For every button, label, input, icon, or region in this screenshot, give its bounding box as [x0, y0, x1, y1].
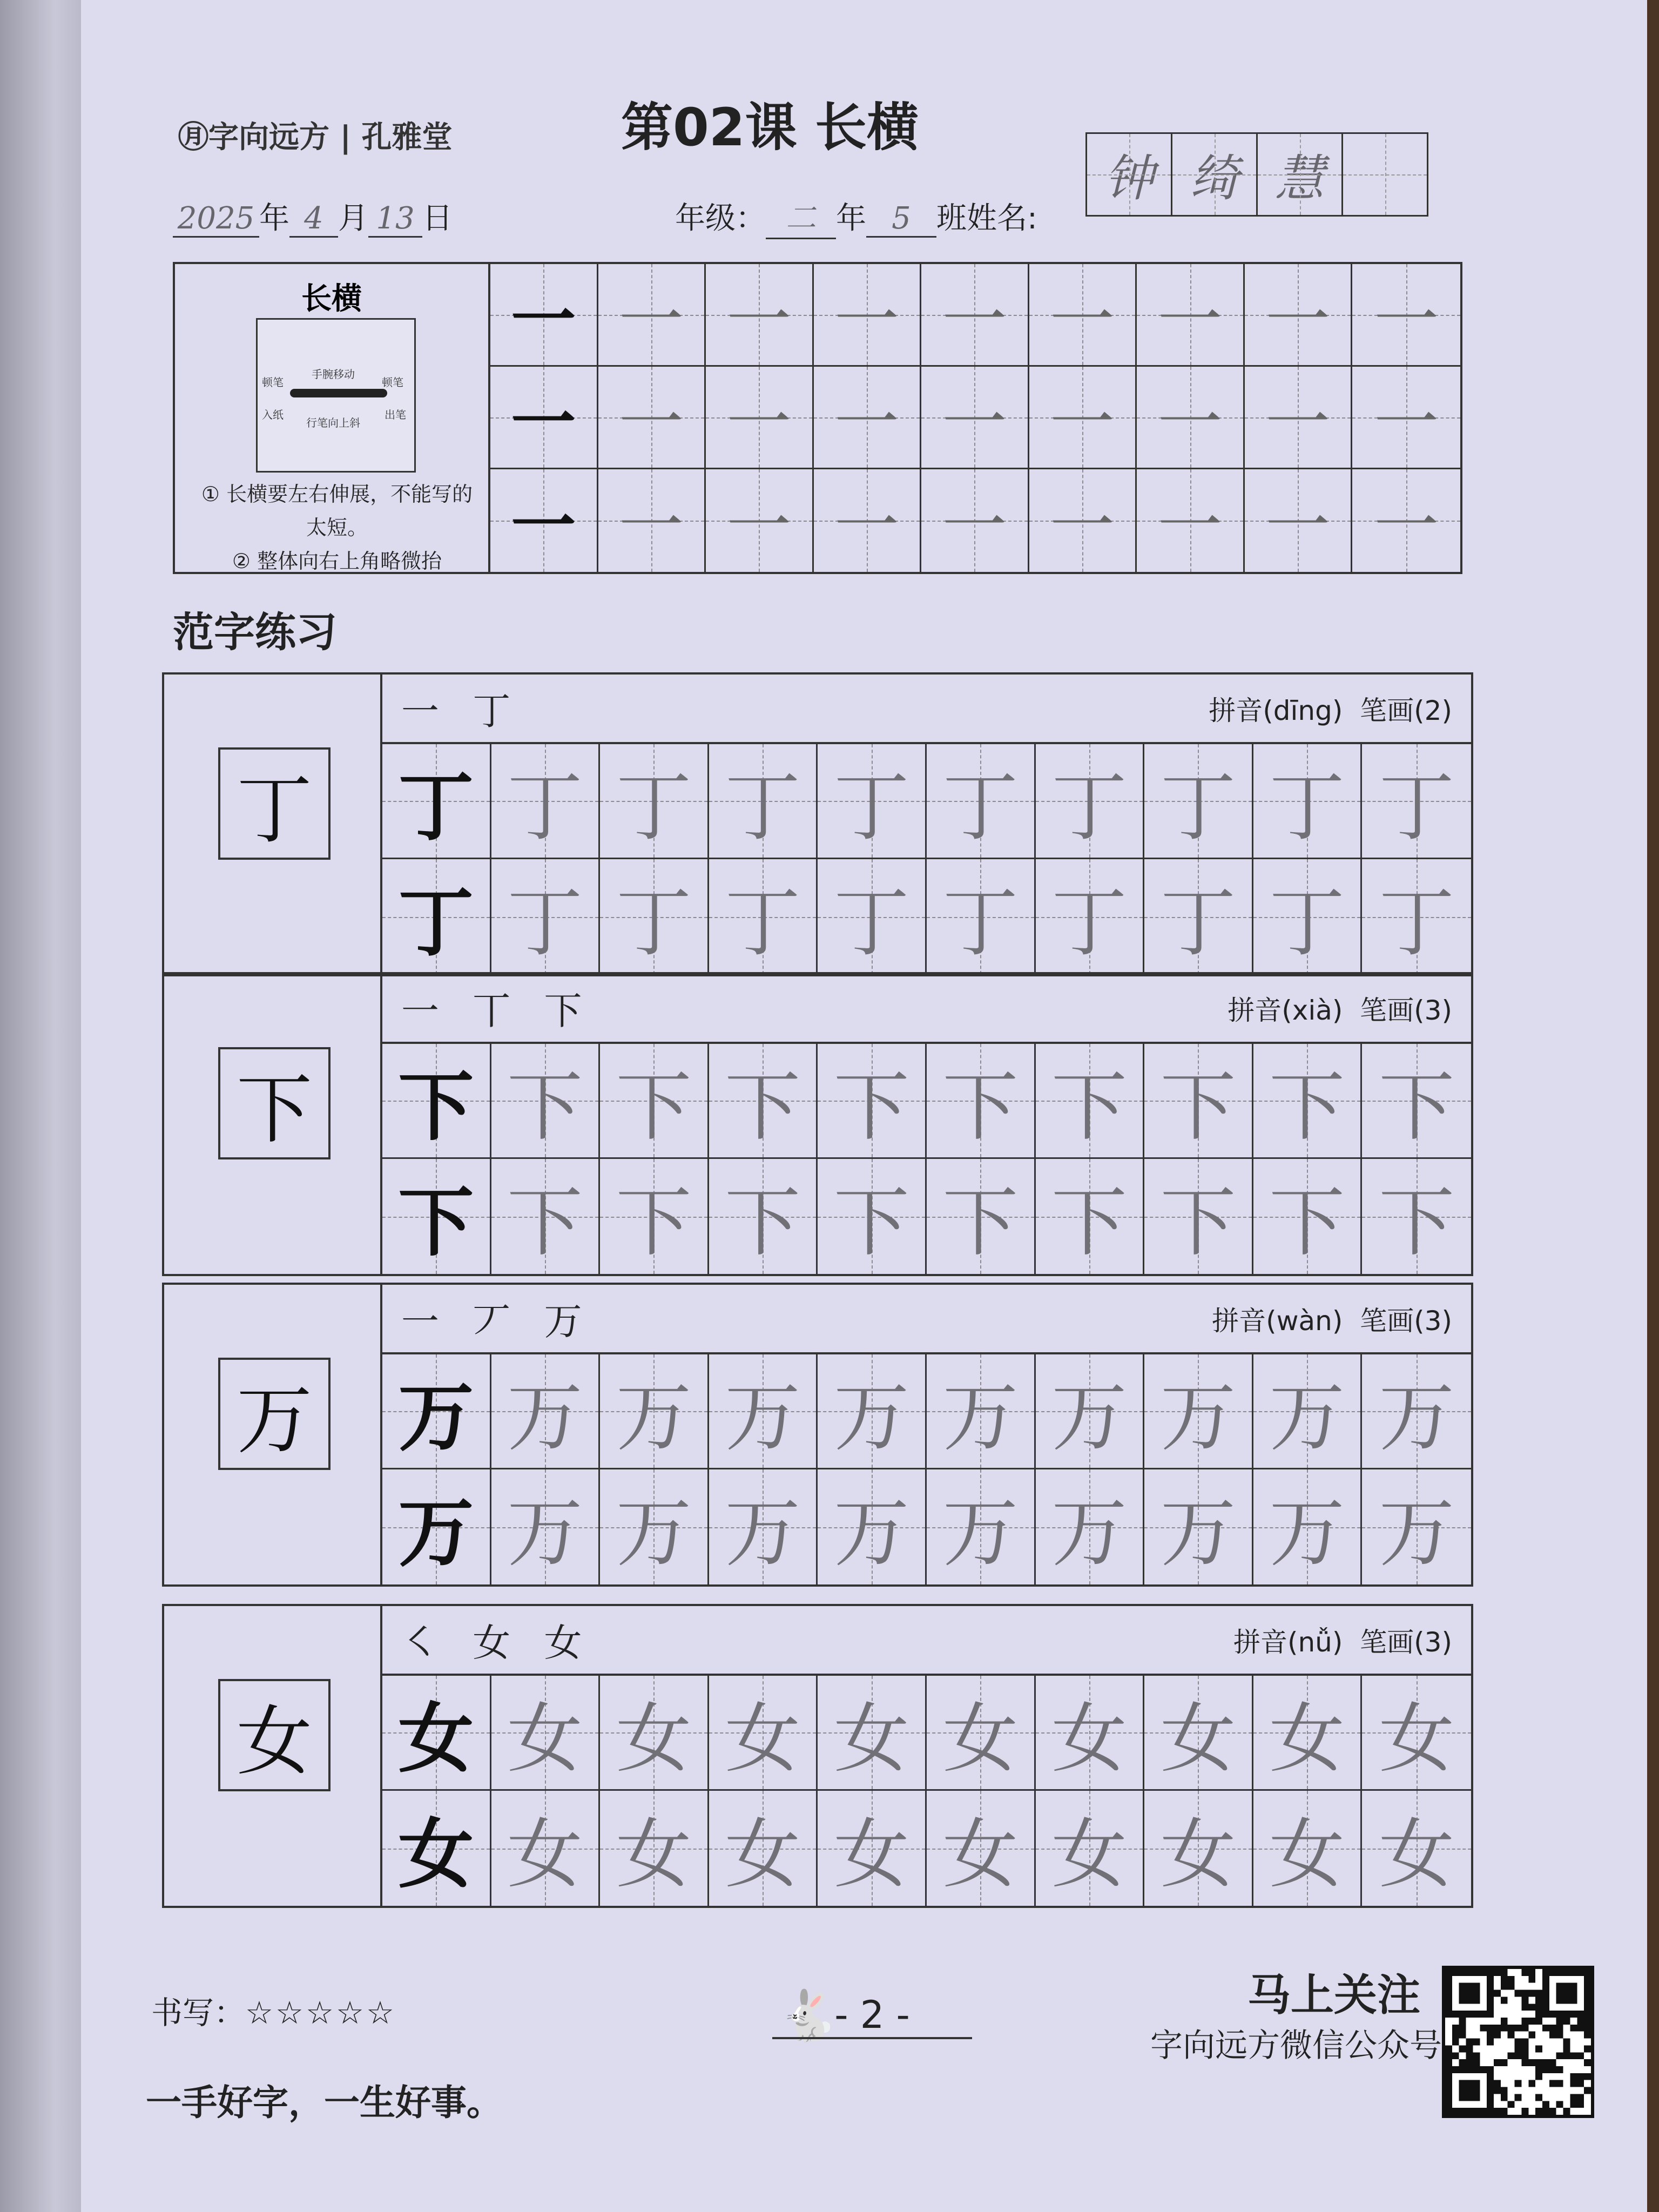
stroke-count: 笔画(3) — [1360, 1305, 1452, 1337]
practice-cell: 万 — [600, 1469, 709, 1584]
rabbit-icon: 🐇 — [778, 1987, 839, 2044]
grade-value: 二 — [766, 194, 836, 239]
lesson-title: 第02课 长横 — [621, 97, 919, 158]
name-cell: 钟 — [1087, 134, 1172, 215]
practice-cell: 丁 — [709, 744, 818, 859]
practice-cell: 女 — [1144, 1676, 1253, 1791]
practice-cell: 丁 — [927, 859, 1036, 974]
practice-cell: 丁 — [1362, 859, 1471, 974]
stroke-cell: 一 — [598, 264, 706, 367]
page-number: - 2 - — [772, 1993, 972, 2039]
stroke-cell: 一 — [1137, 469, 1245, 572]
stroke-cell: 一 — [921, 367, 1029, 469]
practice-cell: 下 — [382, 1044, 491, 1159]
class-info: 年级： 二 年 5 班姓名: — [675, 194, 1037, 239]
stroke-cell: 一 — [706, 469, 814, 572]
stroke-info-panel — [175, 264, 490, 572]
practice-cell: 女 — [1253, 1791, 1363, 1906]
practice-cell: 下 — [1362, 1159, 1471, 1274]
section-title: 范字练习 — [173, 608, 337, 656]
practice-cell: 丁 — [1036, 744, 1145, 859]
practice-cell: 万 — [818, 1469, 927, 1584]
stroke-cell: 一 — [706, 367, 814, 469]
practice-cell: 万 — [709, 1354, 818, 1469]
name-cell: 绮 — [1172, 134, 1258, 215]
motto: 一手好字，一生好事。 — [146, 2082, 502, 2123]
stroke-cell: 一 — [490, 469, 598, 572]
writing-rating — [151, 1987, 396, 2033]
char-block-1 — [162, 672, 1473, 976]
date-year: 2025 — [173, 201, 259, 238]
model-char: 丁 — [218, 747, 331, 860]
practice-cell: 女 — [709, 1791, 818, 1906]
grade-label: 年级： — [675, 201, 766, 236]
name-label: 姓名: — [967, 201, 1037, 236]
practice-grid — [382, 744, 1471, 974]
practice-cell: 丁 — [927, 744, 1036, 859]
practice-cell: 万 — [382, 1469, 491, 1584]
practice-cell: 下 — [600, 1044, 709, 1159]
practice-cell: 万 — [1253, 1354, 1363, 1469]
practice-cell: 女 — [1362, 1791, 1471, 1906]
practice-cell: 万 — [1036, 1354, 1145, 1469]
practice-cell: 女 — [927, 1791, 1036, 1906]
stroke-cell: 一 — [921, 264, 1029, 367]
stroke-cell: 一 — [814, 469, 922, 572]
star-rating: ☆☆☆☆☆ — [245, 1994, 396, 2031]
practice-cell: 丁 — [818, 744, 927, 859]
stroke-cell: 一 — [1245, 469, 1353, 572]
stroke-cell: 一 — [1245, 264, 1353, 367]
practice-cell: 下 — [382, 1159, 491, 1274]
practice-cell: 丁 — [1144, 859, 1253, 974]
model-char: 女 — [218, 1679, 331, 1791]
practice-cell: 女 — [818, 1676, 927, 1791]
practice-cell: 女 — [491, 1791, 601, 1906]
practice-cell: 女 — [709, 1676, 818, 1791]
name-cell — [1343, 134, 1427, 215]
stroke-cell: 一 — [921, 469, 1029, 572]
practice-cell: 万 — [491, 1469, 601, 1584]
wechat-account: 字向远方微信公众号 — [1150, 2027, 1442, 2065]
char-block-3 — [162, 1283, 1473, 1587]
stroke-cell: 一 — [490, 367, 598, 469]
stroke-cell: 一 — [1137, 264, 1245, 367]
date-day: 13 — [368, 201, 422, 238]
practice-cell: 女 — [382, 1791, 491, 1906]
stroke-cell: 一 — [1352, 264, 1460, 367]
practice-grid — [382, 1044, 1471, 1274]
practice-cell: 下 — [1144, 1159, 1253, 1274]
stroke-order: 一 丁 — [401, 689, 522, 733]
practice-cell: 丁 — [1362, 744, 1471, 859]
practice-cell: 丁 — [1144, 744, 1253, 859]
practice-cell: 女 — [600, 1676, 709, 1791]
practice-cell: 万 — [1144, 1354, 1253, 1469]
practice-cell: 下 — [1253, 1159, 1363, 1274]
practice-cell: 下 — [600, 1159, 709, 1274]
stroke-shape — [290, 389, 387, 397]
practice-cell: 丁 — [600, 744, 709, 859]
practice-cell: 下 — [1036, 1159, 1145, 1274]
practice-cell: 下 — [491, 1044, 601, 1159]
practice-cell: 女 — [1036, 1791, 1145, 1906]
rating-label: 书写： — [151, 1994, 246, 2031]
date-line: 2025 年 4 月 13 日 — [173, 194, 453, 238]
practice-cell: 丁 — [818, 859, 927, 974]
qr-code-icon — [1442, 1966, 1594, 2118]
practice-cell: 女 — [1362, 1676, 1471, 1791]
date-month: 4 — [289, 201, 338, 238]
stroke-cell: 一 — [1352, 469, 1460, 572]
stroke-count: 笔画(2) — [1360, 694, 1452, 726]
practice-cell: 万 — [1362, 1469, 1471, 1584]
stroke-heading: 长横 — [301, 281, 362, 316]
practice-cell: 丁 — [1036, 859, 1145, 974]
tip-2: ② 整体向右上角略微抬 — [232, 549, 442, 573]
stroke-count: 笔画(3) — [1360, 994, 1452, 1026]
practice-cell: 万 — [927, 1354, 1036, 1469]
stroke-cell: 一 — [1029, 367, 1137, 469]
practice-cell: 丁 — [1253, 744, 1363, 859]
stroke-lesson-box — [173, 262, 1462, 574]
char-block-2 — [162, 972, 1473, 1276]
practice-cell: 下 — [1362, 1044, 1471, 1159]
practice-cell: 女 — [382, 1676, 491, 1791]
practice-cell: 下 — [1144, 1044, 1253, 1159]
pinyin: 拼音(dīng) — [1209, 694, 1343, 726]
name-cell: 慧 — [1258, 134, 1343, 215]
practice-cell: 下 — [1253, 1044, 1363, 1159]
pinyin: 拼音(wàn) — [1212, 1305, 1343, 1337]
stroke-cell: 一 — [814, 367, 922, 469]
practice-cell: 万 — [1144, 1469, 1253, 1584]
practice-cell: 万 — [600, 1354, 709, 1469]
stroke-order: 一 丆 万 — [401, 1299, 593, 1344]
practice-cell: 丁 — [491, 859, 601, 974]
practice-cell: 女 — [1144, 1791, 1253, 1906]
stroke-cell: 一 — [598, 469, 706, 572]
practice-cell: 下 — [491, 1159, 601, 1274]
stroke-cell: 一 — [490, 264, 598, 367]
stroke-cell: 一 — [1352, 367, 1460, 469]
stroke-tips — [197, 477, 477, 578]
stroke-cell: 一 — [1245, 367, 1353, 469]
char-block-4 — [162, 1604, 1473, 1908]
pinyin: 拼音(xià) — [1228, 994, 1343, 1026]
practice-cell: 女 — [927, 1676, 1036, 1791]
stroke-cell: 一 — [598, 367, 706, 469]
practice-cell: 下 — [709, 1159, 818, 1274]
pinyin: 拼音(nǚ) — [1233, 1626, 1343, 1658]
practice-cell: 下 — [818, 1159, 927, 1274]
practice-cell: 下 — [1036, 1044, 1145, 1159]
practice-cell: 丁 — [709, 859, 818, 974]
practice-cell: 万 — [927, 1469, 1036, 1584]
model-char: 下 — [218, 1047, 331, 1159]
practice-cell: 万 — [818, 1354, 927, 1469]
practice-cell: 丁 — [382, 859, 491, 974]
practice-cell: 女 — [1253, 1676, 1363, 1791]
stroke-cell: 一 — [1029, 469, 1137, 572]
model-char: 万 — [218, 1358, 331, 1470]
practice-cell: 下 — [818, 1044, 927, 1159]
practice-cell: 下 — [709, 1044, 818, 1159]
practice-grid — [382, 1676, 1471, 1906]
worksheet-page — [81, 0, 1647, 2212]
practice-cell: 丁 — [382, 744, 491, 859]
name-grid — [1085, 132, 1428, 217]
practice-cell: 女 — [1036, 1676, 1145, 1791]
practice-cell: 万 — [1253, 1469, 1363, 1584]
practice-cell: 万 — [491, 1354, 601, 1469]
stroke-diagram: 顿笔 手腕移动 顿笔 入纸 行笔向上斜 出笔 — [256, 318, 416, 473]
brand-logo: ㊊字向远方 | 孔雅堂 — [178, 120, 453, 155]
class-value: 5 — [866, 201, 936, 238]
practice-cell: 女 — [600, 1791, 709, 1906]
stroke-cell: 一 — [1029, 264, 1137, 367]
practice-cell: 万 — [1036, 1469, 1145, 1584]
practice-cell: 下 — [927, 1159, 1036, 1274]
stroke-order: ㇛ 女 女 — [401, 1621, 593, 1665]
practice-cell: 丁 — [600, 859, 709, 974]
practice-cell: 下 — [927, 1044, 1036, 1159]
stroke-count: 笔画(3) — [1360, 1626, 1452, 1658]
follow-text: 马上关注 — [1247, 1970, 1420, 2020]
practice-cell: 万 — [1362, 1354, 1471, 1469]
left-page-edge — [0, 0, 92, 2212]
stroke-cell: 一 — [814, 264, 922, 367]
practice-cell: 丁 — [491, 744, 601, 859]
stroke-cell: 一 — [706, 264, 814, 367]
practice-cell: 万 — [382, 1354, 491, 1469]
tip-1: ① 长横要左右伸展，不能写的太短。 — [201, 482, 473, 539]
stroke-practice-grid — [490, 264, 1460, 572]
stroke-cell: 一 — [1137, 367, 1245, 469]
practice-cell: 女 — [491, 1676, 601, 1791]
practice-cell: 丁 — [1253, 859, 1363, 974]
stroke-order: 一 丅 下 — [401, 989, 593, 1033]
practice-cell: 女 — [818, 1791, 927, 1906]
practice-grid — [382, 1354, 1471, 1584]
practice-cell: 万 — [709, 1469, 818, 1584]
